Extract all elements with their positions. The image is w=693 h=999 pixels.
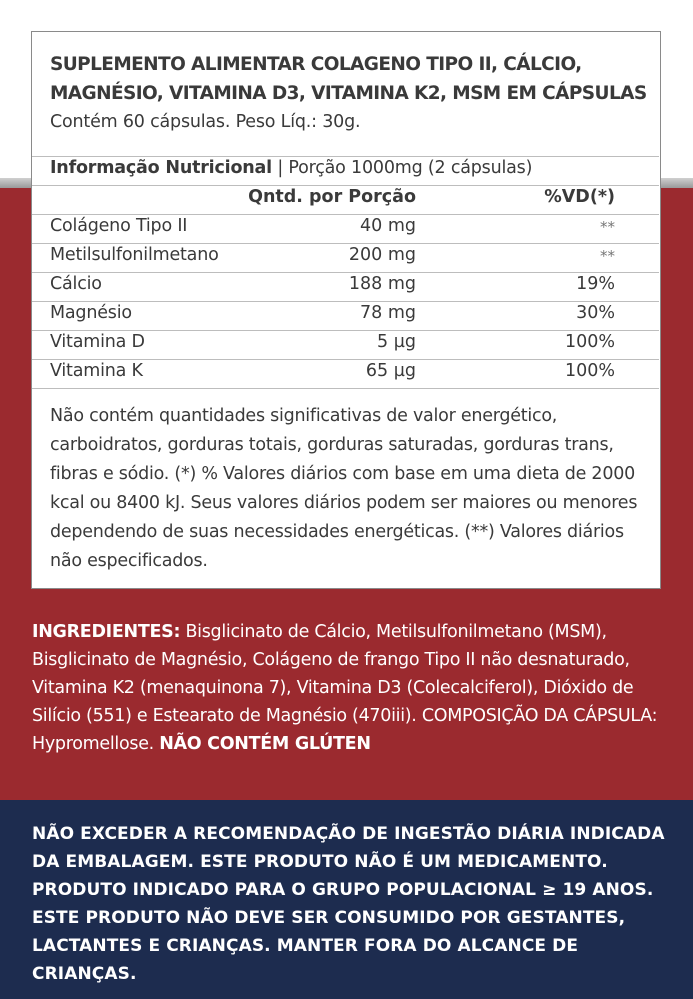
nutrition-heading-title: Informação Nutricional: [50, 158, 272, 178]
divider: [32, 388, 659, 389]
divider: [32, 156, 659, 157]
ingredients-list: Bisglicinato de Cálcio, Metilsulfonilmetano (MSM), Bisglicinato de Magnésio, Colágeno de frango Tipo II não desnaturado, Vitamina K2 (menaquinona 7), Vitamina D3 (Colecalciferol), Dióxido de Silício (551) e Estearato de Magnésio (470iii). COMPOSIÇÃO DA CÁPSULA: Hypromellose.: [32, 622, 658, 754]
nutrient-vd: 19%: [576, 274, 615, 294]
nutrient-vd: 100%: [564, 361, 615, 381]
nutrient-qty: 200 mg: [348, 245, 416, 265]
product-title: [50, 50, 650, 108]
nutrient-name: Colágeno Tipo II: [50, 216, 188, 236]
nutrient-qty: 65 µg: [365, 361, 416, 381]
table-row: [32, 359, 659, 388]
table-row: [32, 272, 659, 301]
product-contents: Contém 60 cápsulas. Peso Líq.: 30g.: [50, 112, 361, 132]
nutrient-vd: **: [600, 247, 615, 265]
table-row: [32, 214, 659, 243]
nutrient-vd: 100%: [564, 332, 615, 352]
nutrient-qty: 188 mg: [348, 274, 416, 294]
ingredients-text: [32, 618, 662, 758]
column-header-qty: Qntd. por Porção: [248, 187, 416, 207]
nutrient-vd: 30%: [576, 303, 615, 323]
table-row: [32, 330, 659, 359]
nutrient-qty: 78 mg: [360, 303, 416, 323]
nutrient-name: Magnésio: [50, 303, 132, 323]
nutrient-name: Metilsulfonilmetano: [50, 245, 219, 265]
nutrient-name: Cálcio: [50, 274, 102, 294]
nutrition-heading-serving: | Porção 1000mg (2 cápsulas): [271, 158, 533, 178]
nutrient-qty: 40 mg: [360, 216, 416, 236]
nutrient-name: Vitamina K: [50, 361, 143, 381]
table-row: [32, 301, 659, 330]
ingredients-label: INGREDIENTES:: [32, 622, 181, 642]
nutrition-table-header: [32, 185, 659, 214]
warning-text: NÃO EXCEDER A RECOMENDAÇÃO DE INGESTÃO DIÁRIA INDICADA DA EMBALAGEM. ESTE PRODUTO NÃO É UM MEDICAMENTO. PRODUTO INDICADO PARA O GRUPO POPULACIONAL ≥ 19 ANOS. ESTE PRODUTO NÃO DEVE SER CONSUMIDO POR GESTANTES, LACTANTES E CRIANÇAS. MANTER FORA DO ALCANCE DE CRIANÇAS.: [32, 824, 665, 984]
nutrition-heading: [50, 158, 532, 178]
nutrient-name: Vitamina D: [50, 332, 145, 352]
column-header-vd: %VD(*): [544, 187, 615, 207]
product-title-line-2: MAGNÉSIO, VITAMINA D3, VITAMINA K2, MSM EM CÁPSULAS: [50, 83, 647, 104]
product-title-line-1: SUPLEMENTO ALIMENTAR COLAGENO TIPO II, CÁLCIO,: [50, 54, 582, 75]
nutrition-label-box: [31, 31, 661, 589]
nutrition-disclaimer: Não contém quantidades significativas de valor energético, carboidratos, gorduras totais, gorduras saturadas, gorduras trans, fibras e sódio. (*) % Valores diários com base em uma dieta de 2000 kcal ou 8400 kJ. Seus valores diários podem ser maiores ou menores dependendo de suas necessidades energéticas. (**) Valores diários não especificados.: [50, 406, 638, 571]
table-row: [32, 243, 659, 272]
gluten-notice: NÃO CONTÉM GLÚTEN: [159, 734, 371, 754]
nutrient-qty: 5 µg: [377, 332, 416, 352]
nutrient-vd: **: [600, 218, 615, 236]
